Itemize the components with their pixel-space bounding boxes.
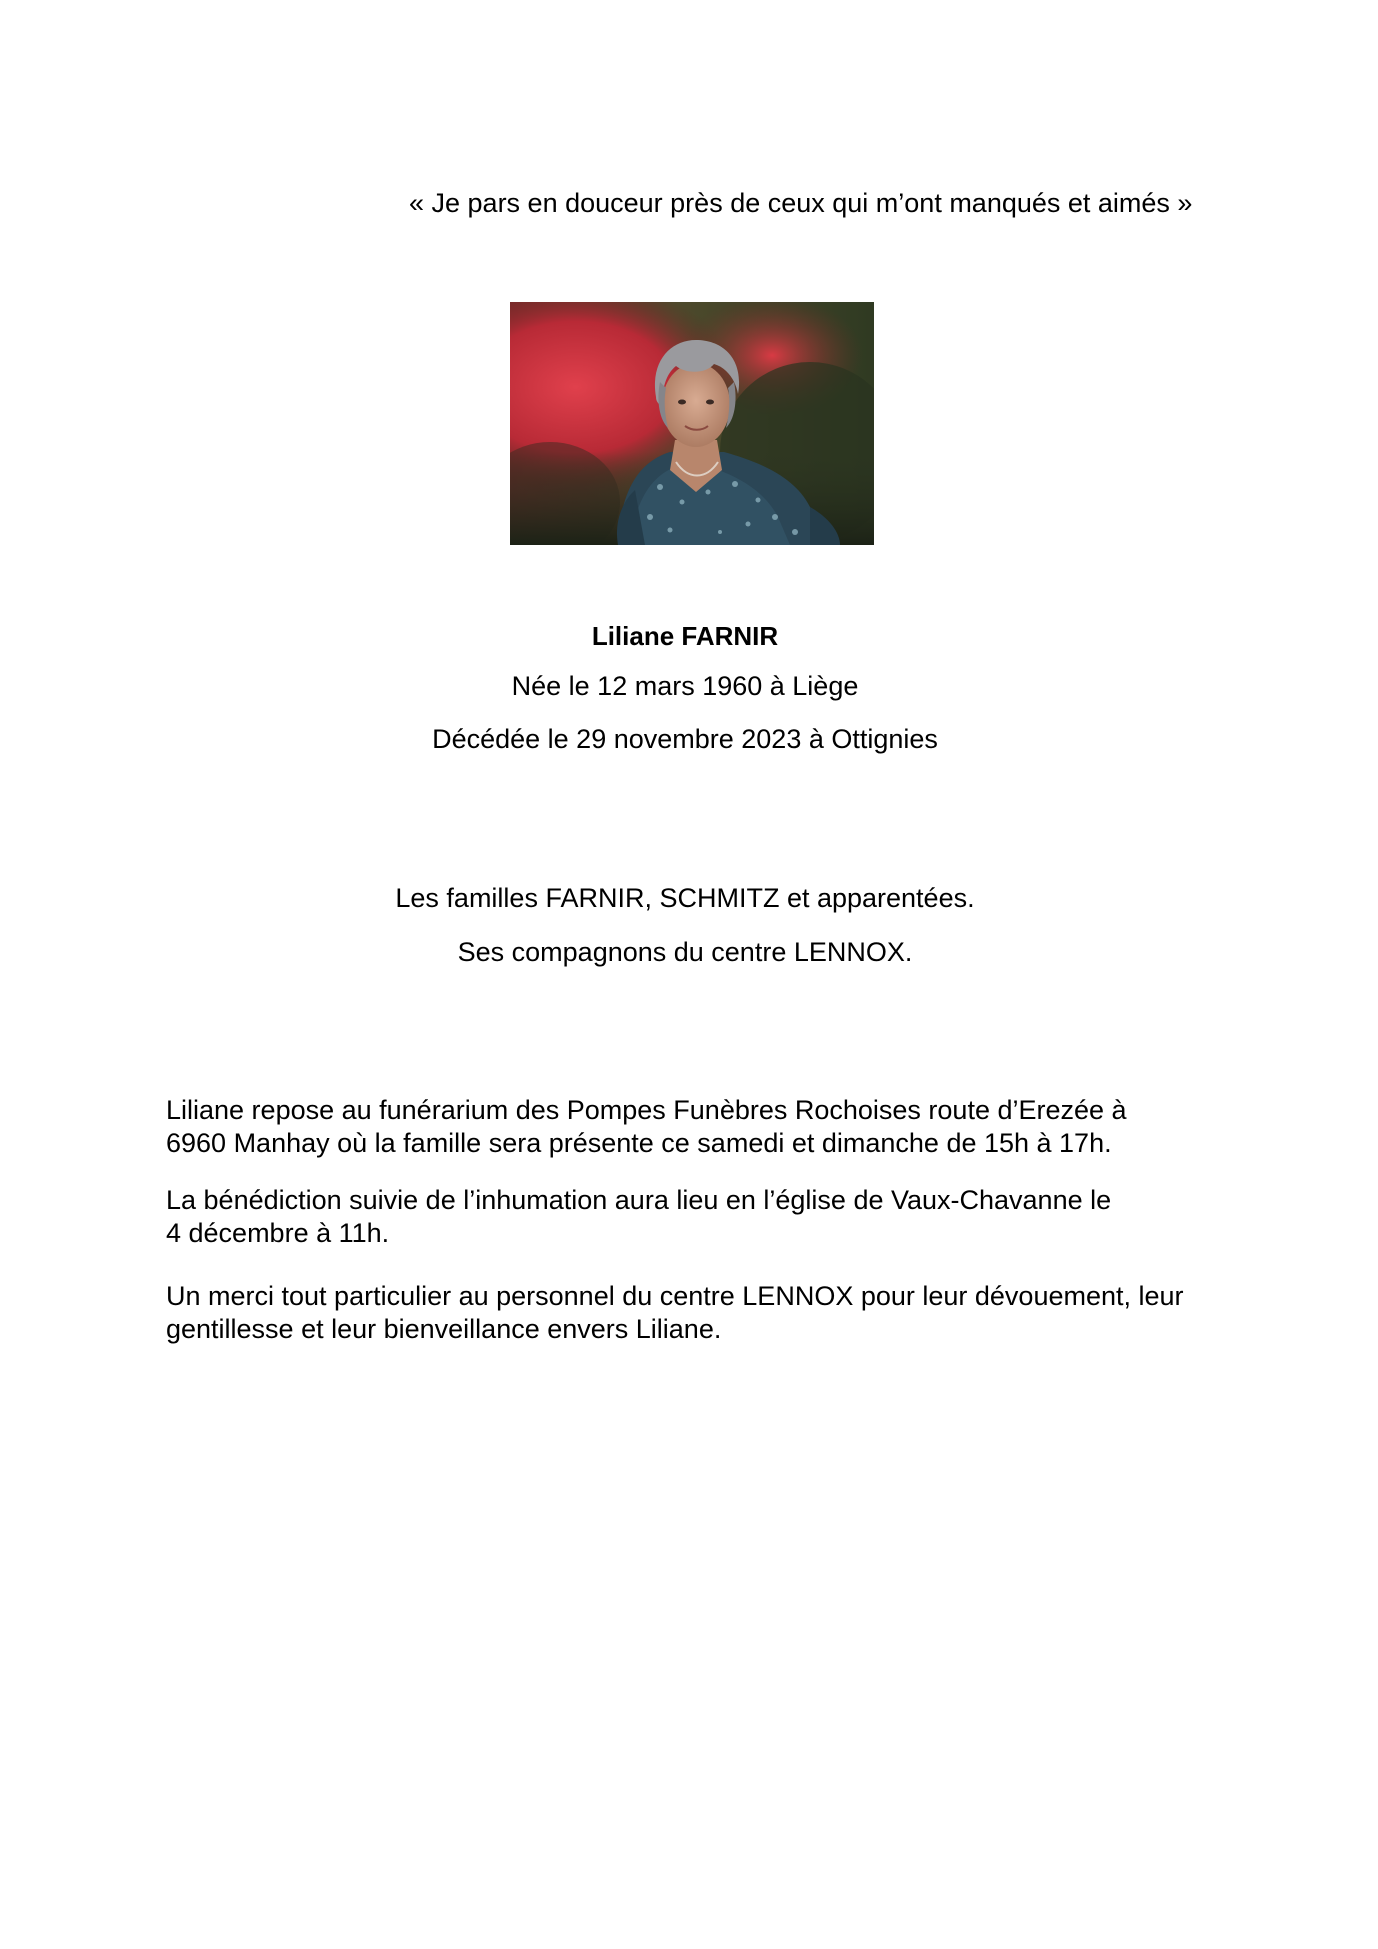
portrait-photo xyxy=(510,302,874,545)
paragraph-line: gentillesse et leur bienveillance envers Liliane. xyxy=(166,1314,722,1344)
viewing-paragraph xyxy=(166,1094,1236,1160)
deceased-name: Liliane FARNIR xyxy=(591,621,779,651)
death-line: Décédée le 29 novembre 2023 à Ottignies xyxy=(432,724,938,754)
families-line: Les familles FARNIR, SCHMITZ et apparentées. xyxy=(395,883,975,913)
paragraph-line: 6960 Manhay où la famille sera présente ce samedi et dimanche de 15h à 17h. xyxy=(166,1128,1112,1158)
birth-line: Née le 12 mars 1960 à Liège xyxy=(511,671,859,701)
companions-line: Ses compagnons du centre LENNOX. xyxy=(457,937,913,967)
paragraph-line: La bénédiction suivie de l’inhumation aura lieu en l’église de Vaux-Chavanne le xyxy=(166,1185,1112,1215)
thanks-paragraph xyxy=(166,1280,1236,1346)
epigraph-quote: « Je pars en douceur près de ceux qui m’ont manqués et aimés » xyxy=(409,188,1193,218)
ceremony-paragraph xyxy=(166,1184,1236,1250)
paragraph-line: 4 décembre à 11h. xyxy=(166,1218,390,1248)
paragraph-line: Un merci tout particulier au personnel du centre LENNOX pour leur dévouement, leur xyxy=(166,1281,1184,1311)
paragraph-line: Liliane repose au funérarium des Pompes Funèbres Rochoises route d’Erezée à xyxy=(166,1095,1127,1125)
